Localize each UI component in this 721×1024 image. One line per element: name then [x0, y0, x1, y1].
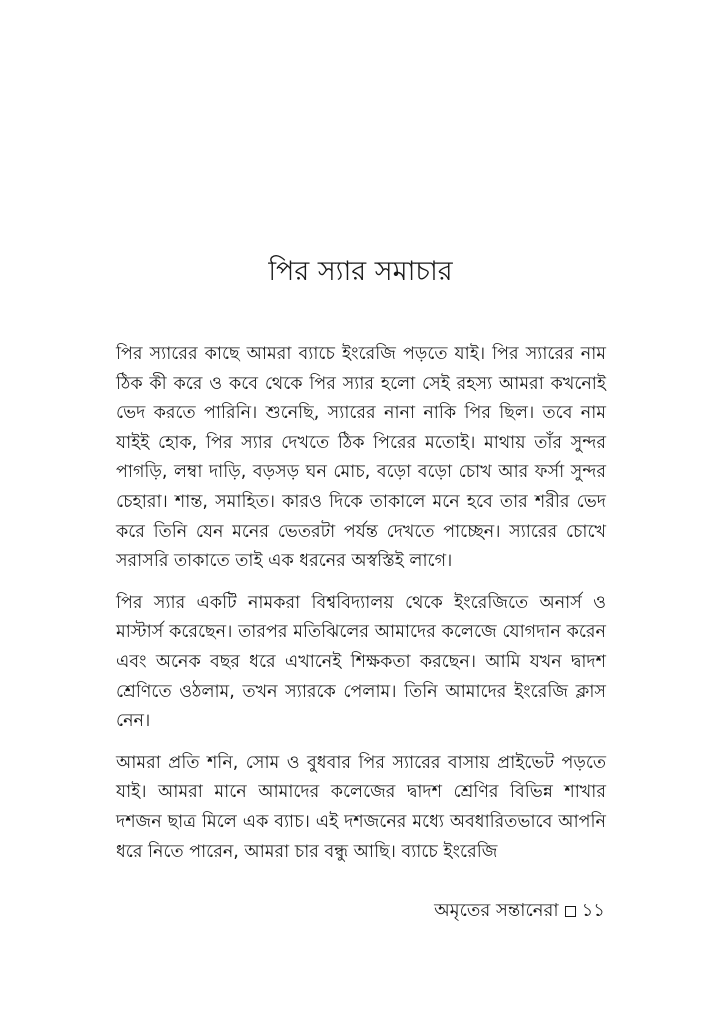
- paragraph: পির স্যার একটি নামকরা বিশ্ববিদ্যালয় থেকে ইংরেজিতে অনার্স ও মাস্টার্স করেছেন। তারপর মতিঝিলের আমাদের কলেজে যোগদান করেন এবং অনেক বছর ধরে এখানেই শিক্ষকতা করছেন। আমি যখন দ্বাদশ শ্রেণিতে ওঠলাম, তখন স্যারকে পেলাম। তিনি আমাদের ইংরেজি ক্লাস নেন।: [116, 592, 606, 732]
- paragraph: পির স্যারের কাছে আমরা ব্যাচে ইংরেজি পড়তে যাই। পির স্যারের নাম ঠিক কী করে ও কবে থেকে পির স্যার হলো সেই রহস্য আমরা কখনোই ভেদ করতে পারিনি। শুনেছি, স্যারের নানা নাকি পির ছিল। তবে নাম যাইই হোক, পির স্যার দেখতে ঠিক পিরের মতোই। মাথায় তাঁর সুন্দর পাগড়ি, লম্বা দাড়ি, বড়সড় ঘন মোচ, বড়ো বড়ো চোখ আর ফর্সা সুন্দর চেহারা। শান্ত, সমাহিত। কারও দিকে তাকালে মনে হবে তার শরীর ভেদ করে তিনি যেন মনের ভেতরটা পর্যন্ত দেখতে পাচ্ছেন। স্যারের চোখে সরাসরি তাকাতে তাই এক ধরনের অস্বস্তিই লাগে।: [116, 344, 606, 572]
- paragraph: আমরা প্রতি শনি, সোম ও বুধবার পির স্যারের বাসায় প্রাইভেট পড়তে যাই। আমরা মানে আমাদের কলেজের দ্বাদশ শ্রেণির বিভিন্ন শাখার দশজন ছাত্র মিলে এক ব্যাচ। এই দশজনের মধ্যে অবধারিতভাবে আপনি ধরে নিতে পারেন, আমরা চার বন্ধু আছি। ব্যাচে ইংরেজি: [116, 752, 606, 862]
- running-title: অমৃতের সন্তানেরা: [434, 900, 559, 921]
- square-icon: [565, 906, 576, 917]
- page-footer: [434, 896, 605, 926]
- page-number: ১১: [581, 900, 605, 921]
- chapter-title: পির স্যার সমাচার: [268, 256, 453, 287]
- body-text: [116, 340, 606, 879]
